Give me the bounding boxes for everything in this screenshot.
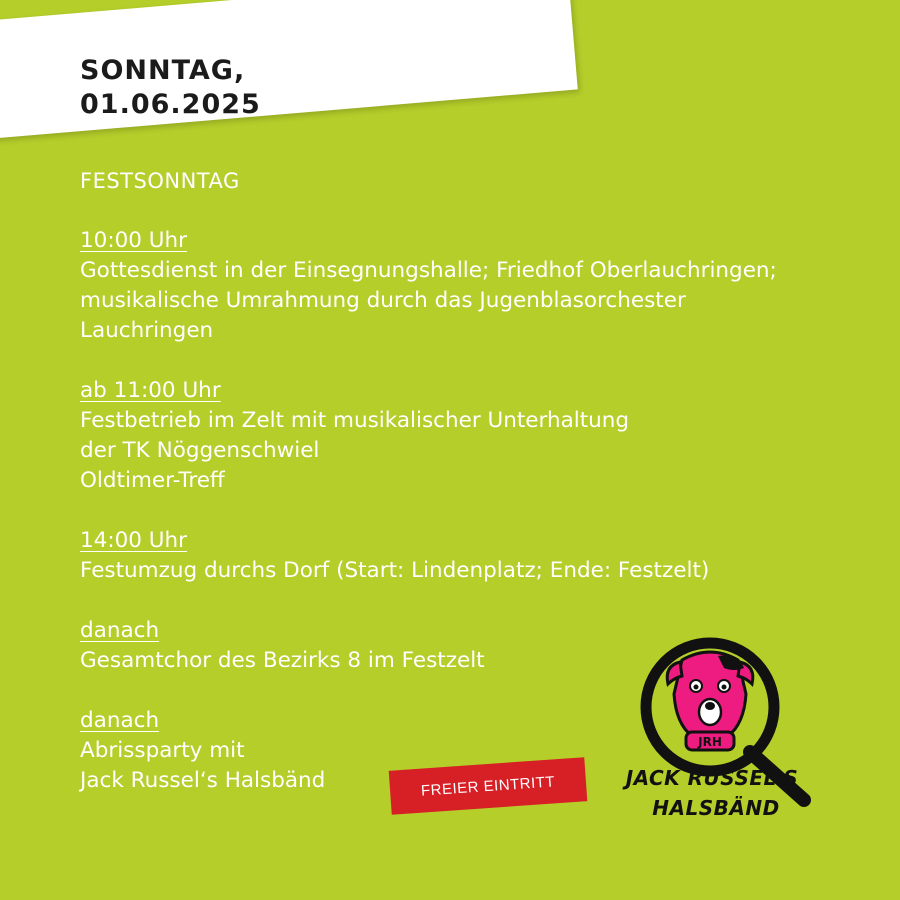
event-description-line: Jack Russel‘s Halsbänd xyxy=(80,768,326,793)
event-description-line: Oldtimer-Treff xyxy=(80,468,225,493)
event-description-line: Gottesdienst in der Einsegnungshalle; Friedhof Oberlauchringen; xyxy=(80,258,777,283)
program-title: FESTSONNTAG xyxy=(80,169,240,193)
event-item xyxy=(80,376,880,496)
event-description-line: musikalische Umrahmung durch das Jugenblasorchester xyxy=(80,288,686,313)
event-time: danach xyxy=(80,708,160,733)
free-entry-badge: FREIER EINTRITT xyxy=(389,757,588,815)
date-value: 01.06.2025 xyxy=(80,89,261,120)
logo-text-line: HALSBÄND xyxy=(652,796,780,820)
event-time: 10:00 Uhr xyxy=(80,228,187,253)
event-item xyxy=(80,226,880,346)
event-description-line: Festbetrieb im Zelt mit musikalischer Unterhaltung xyxy=(80,408,630,433)
event-description-line: Gesamtchor des Bezirks 8 im Festzelt xyxy=(80,648,485,673)
date-heading xyxy=(80,54,261,122)
logo-text-line: JACK RUSSEL'S xyxy=(625,766,799,790)
event-time: 14:00 Uhr xyxy=(80,528,187,553)
event-description-line: Lauchringen xyxy=(80,318,214,343)
event-item xyxy=(80,526,880,586)
event-time: ab 11:00 Uhr xyxy=(80,378,221,403)
event-description-line: Abrissparty mit xyxy=(80,738,245,763)
event-description-line: der TK Nöggenschwiel xyxy=(80,438,320,463)
event-description-line: Festumzug durchs Dorf (Start: Lindenplatz; Ende: Festzelt) xyxy=(80,558,710,583)
event-time: danach xyxy=(80,618,160,643)
logo-badge-text: JRH xyxy=(698,735,722,749)
date-weekday: SONNTAG, xyxy=(80,55,246,86)
